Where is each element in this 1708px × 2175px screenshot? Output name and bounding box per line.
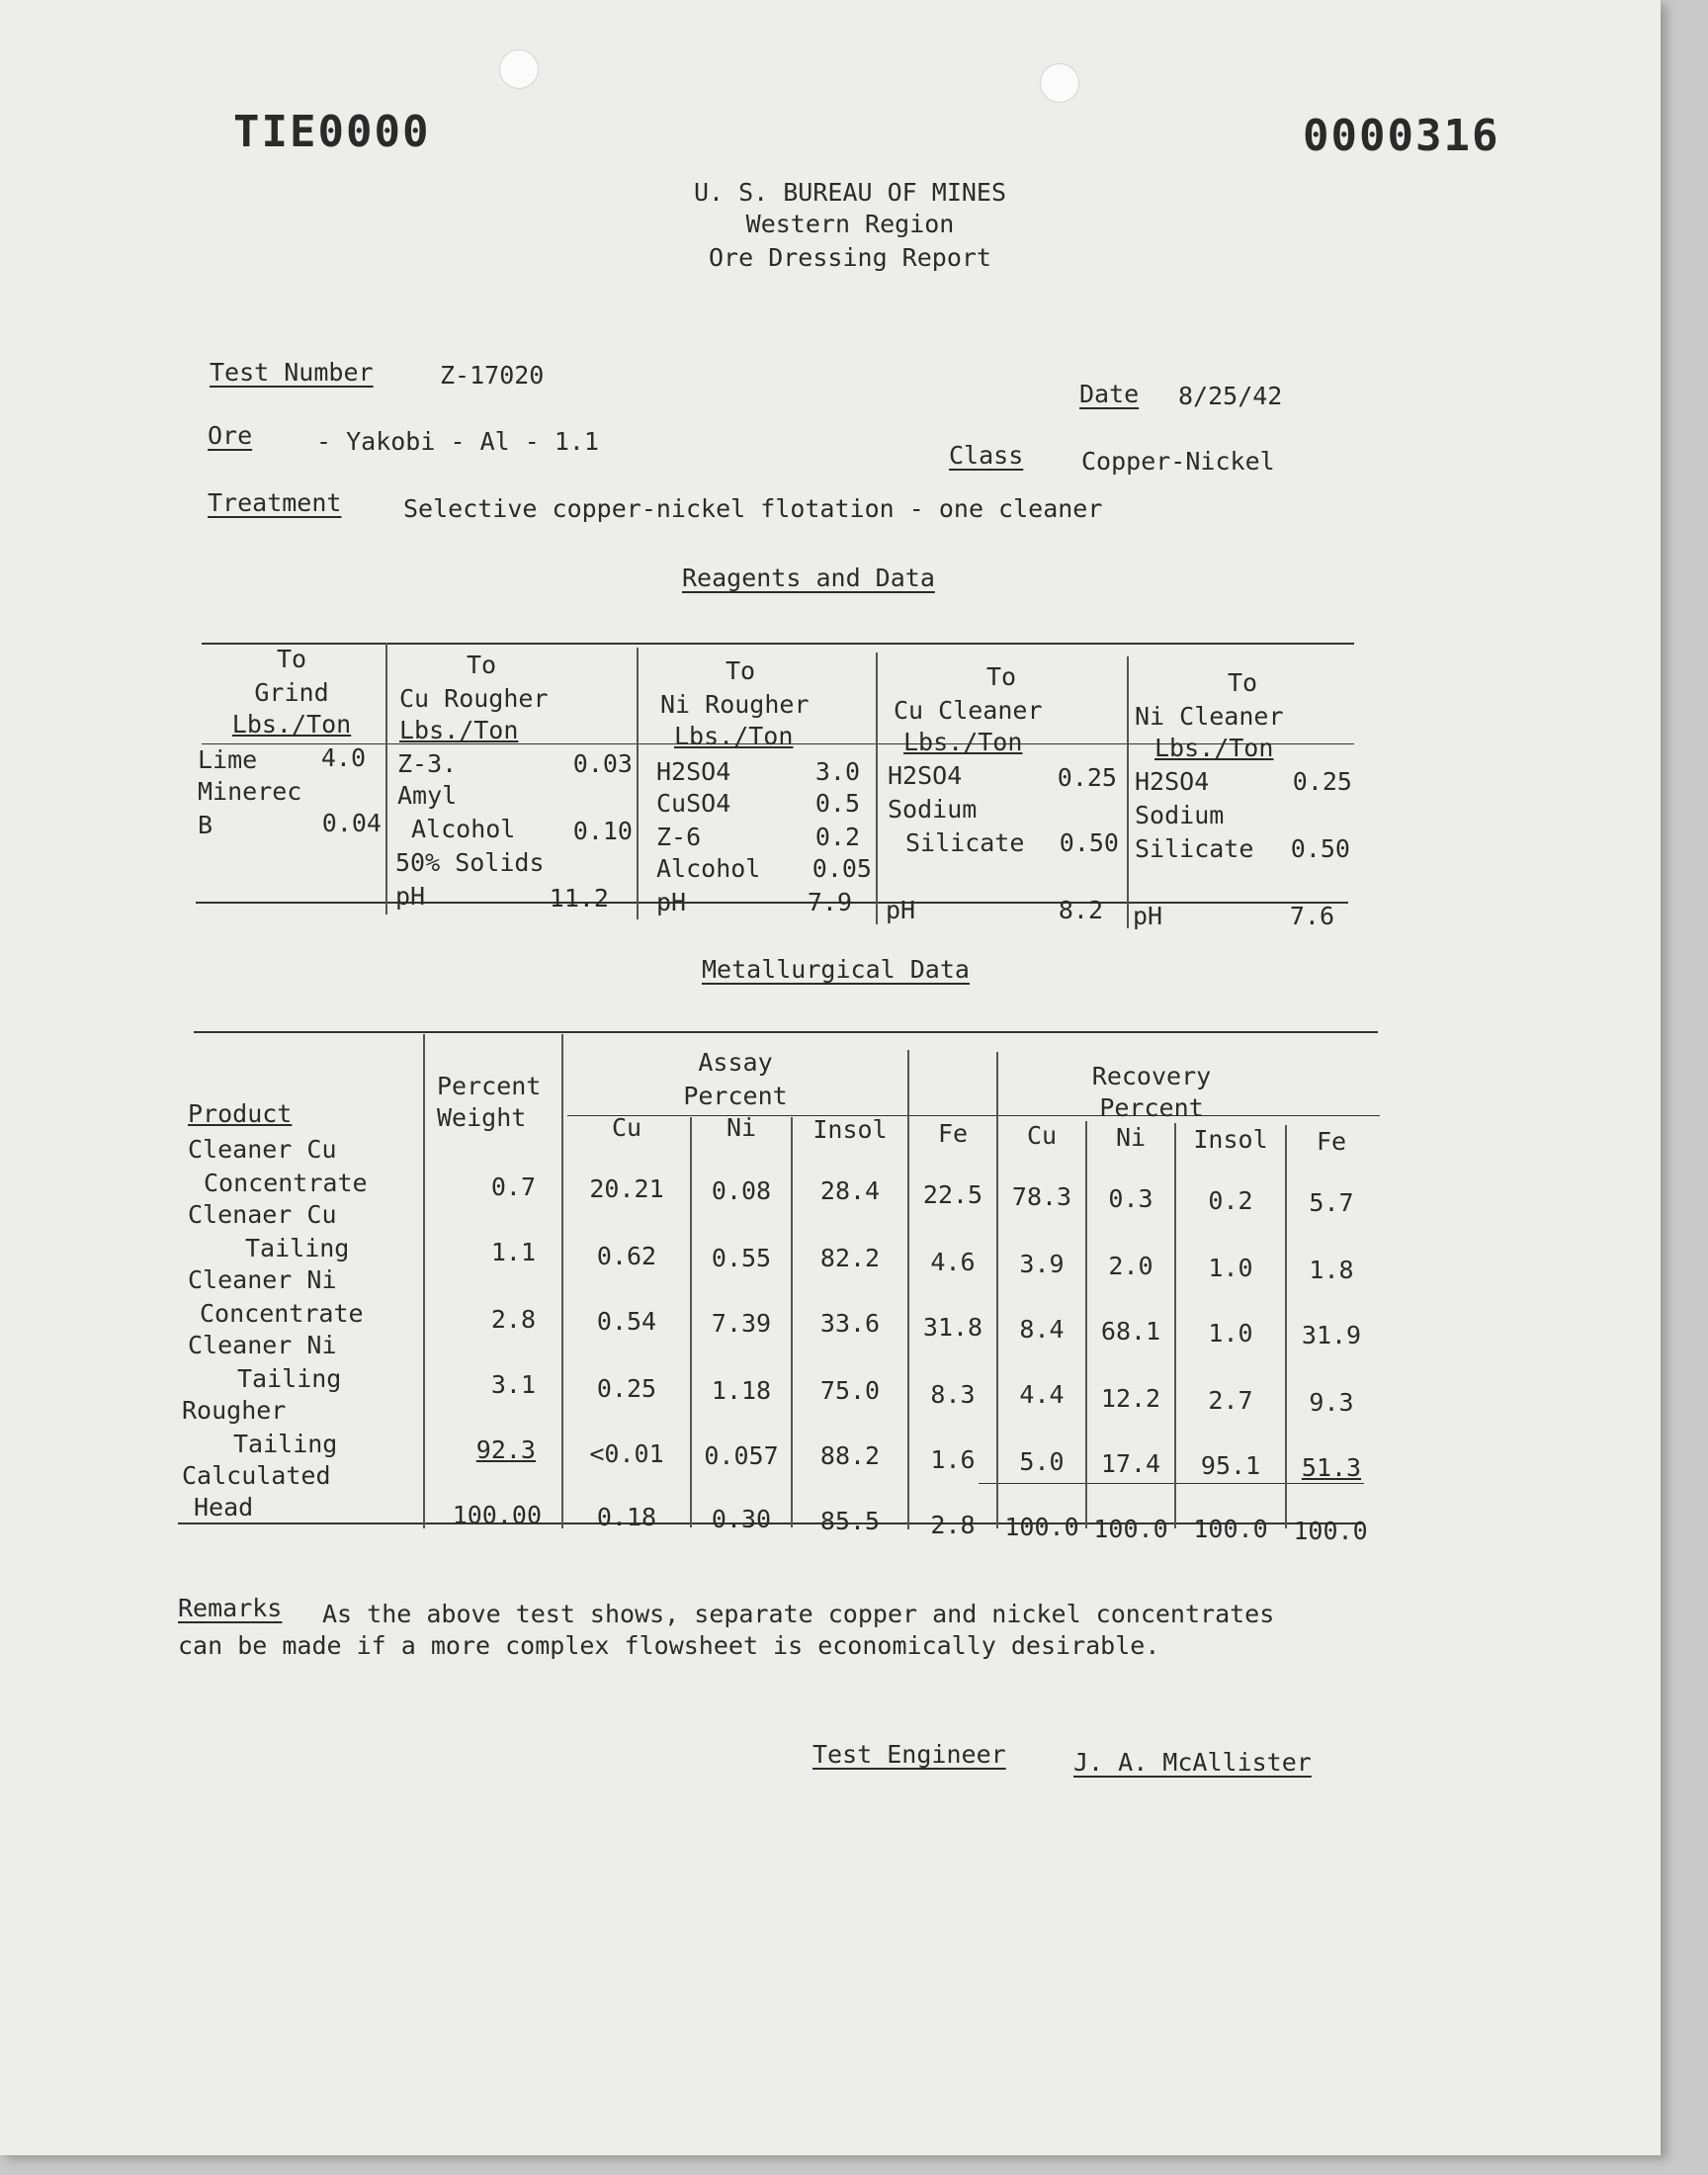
grind-reagent-value: 4.0 xyxy=(320,743,366,772)
reagents-divider-3 xyxy=(876,652,878,924)
punch-hole-right xyxy=(1040,63,1079,103)
nirougher-reagent-value: 0.05 xyxy=(811,854,872,883)
product-name-line2: Tailing xyxy=(233,1430,338,1458)
recovery-ni-cell: 2.0 xyxy=(1108,1252,1153,1280)
assay-fe-cell: 4.6 xyxy=(930,1248,976,1276)
recovery-insol-cell: 95.1 xyxy=(1200,1451,1261,1480)
metal-weight-header-1: Percent xyxy=(437,1072,542,1100)
assay-insol-cell: 75.0 xyxy=(819,1376,881,1405)
header-report-type: Ore Dressing Report xyxy=(709,243,991,272)
recovery-fe-cell: 31.9 xyxy=(1301,1321,1362,1349)
remarks-label: Remarks xyxy=(178,1594,283,1622)
assay-fe-cell: 22.5 xyxy=(922,1180,983,1209)
assay-insol-cell: 88.2 xyxy=(819,1441,881,1470)
curougher-reagent-value: 11.2 xyxy=(549,884,609,913)
recovery-insol-cell: 1.0 xyxy=(1208,1319,1253,1348)
metal-product-header: Product xyxy=(188,1099,293,1128)
reagent-col-nirougher-name: Ni Rougher xyxy=(660,690,810,719)
assay-cu-cell: 0.54 xyxy=(596,1307,657,1336)
nicleaner-reagent-name: Silicate xyxy=(1135,834,1254,863)
assay-ni-cell: 7.39 xyxy=(711,1309,772,1338)
reagent-col-cucleaner-unit: Lbs./Ton xyxy=(903,728,1023,756)
assay-insol-cell: 33.6 xyxy=(819,1309,881,1338)
recovery-cu-cell: 78.3 xyxy=(1011,1182,1072,1211)
remarks-line-2: can be made if a more complex flowsheet is economically desirable. xyxy=(178,1631,1160,1660)
curougher-reagent-name: 50% Solids xyxy=(395,848,545,877)
assay-ni-cell: 0.55 xyxy=(711,1244,772,1272)
percent-weight-cell: 3.1 xyxy=(490,1370,536,1399)
reagent-col-curougher-to: To xyxy=(466,651,497,679)
assay-ni-cell: 0.057 xyxy=(704,1441,779,1470)
reagents-title: Reagents and Data xyxy=(682,564,935,592)
grind-reagent-name: Lime xyxy=(198,745,258,774)
grind-reagent-name: Minerec xyxy=(198,777,302,806)
cucleaner-reagent-value: 8.2 xyxy=(1058,896,1103,924)
reagent-col-grind-to: To xyxy=(276,645,307,673)
assay-ni-cell: 1.18 xyxy=(711,1376,772,1405)
metal-recovery-col-ni: Ni xyxy=(1115,1123,1147,1152)
percent-weight-cell: 0.7 xyxy=(490,1173,536,1201)
grind-reagent-name: B xyxy=(198,811,214,839)
product-name-line2: Tailing xyxy=(245,1234,350,1262)
test-number-label: Test Number xyxy=(210,358,374,387)
metal-assay-col-insol: Insol xyxy=(812,1115,888,1144)
nicleaner-reagent-value: 0.50 xyxy=(1290,834,1350,863)
punch-hole-left xyxy=(499,49,539,89)
nirougher-reagent-name: CuSO4 xyxy=(656,789,731,818)
ore-value: - Yakobi - Al - 1.1 xyxy=(316,427,599,456)
reagents-divider-1 xyxy=(385,643,387,914)
class-value: Copper-Nickel xyxy=(1081,447,1275,476)
recovery-cu-cell: 8.4 xyxy=(1019,1315,1065,1344)
metal-divider-weight xyxy=(423,1034,425,1528)
reagent-col-nirougher-unit: Lbs./Ton xyxy=(674,722,794,750)
nirougher-reagent-value: 0.5 xyxy=(814,789,860,818)
assay-cu-cell: 0.62 xyxy=(596,1242,657,1270)
recovery-insol-cell: 100.0 xyxy=(1193,1515,1268,1543)
assay-cu-cell: <0.01 xyxy=(589,1439,664,1468)
test-engineer-label: Test Engineer xyxy=(812,1740,1006,1769)
reagent-col-grind-name: Grind xyxy=(254,678,329,707)
cucleaner-reagent-name: H2SO4 xyxy=(888,761,963,790)
nicleaner-reagent-value: 7.6 xyxy=(1289,902,1334,930)
nicleaner-reagent-name: Sodium xyxy=(1135,801,1225,829)
assay-insol-cell: 28.4 xyxy=(819,1176,881,1205)
curougher-reagent-value: 0.10 xyxy=(572,817,633,845)
reagents-divider-4 xyxy=(1127,656,1129,928)
product-name-line1: Cleaner Ni xyxy=(188,1265,337,1294)
cucleaner-reagent-value: 0.50 xyxy=(1059,828,1119,857)
assay-insol-cell: 85.5 xyxy=(819,1507,881,1535)
stamp-left: TIE0000 xyxy=(233,107,431,157)
nirougher-reagent-name: Alcohol xyxy=(656,854,761,883)
nirougher-reagent-value: 0.2 xyxy=(814,823,860,851)
metal-assay-header-2: Percent xyxy=(683,1082,788,1110)
assay-cu-cell: 0.18 xyxy=(596,1503,657,1531)
metal-weight-header-2: Weight xyxy=(437,1103,527,1132)
date-value: 8/25/42 xyxy=(1178,382,1283,410)
nirougher-reagent-value: 3.0 xyxy=(814,757,860,786)
metal-recovery-header-2: Percent xyxy=(1099,1093,1204,1122)
metal-recovery-col-insol: Insol xyxy=(1193,1125,1268,1154)
metal-recovery-col-cu: Cu xyxy=(1026,1121,1058,1150)
percent-weight-cell: 1.1 xyxy=(490,1238,536,1266)
header-region: Western Region xyxy=(745,210,955,238)
product-name-line1: Rougher xyxy=(182,1396,287,1425)
cucleaner-reagent-value: 0.25 xyxy=(1057,763,1117,792)
recovery-ni-cell: 0.3 xyxy=(1108,1184,1153,1213)
ore-label: Ore xyxy=(208,421,253,450)
cucleaner-reagent-name: pH xyxy=(886,896,916,924)
assay-insol-cell: 82.2 xyxy=(819,1244,881,1272)
assay-ni-cell: 0.08 xyxy=(711,1176,772,1205)
recovery-insol-cell: 1.0 xyxy=(1208,1254,1253,1282)
metallurgical-title: Metallurgical Data xyxy=(702,955,970,984)
recovery-insol-cell: 0.2 xyxy=(1208,1186,1253,1215)
nirougher-reagent-name: H2SO4 xyxy=(656,757,731,786)
test-number-value: Z-17020 xyxy=(440,361,545,390)
reagents-bottom-rule xyxy=(196,902,1348,904)
assay-fe-cell: 8.3 xyxy=(930,1380,976,1409)
reagent-col-curougher-unit: Lbs./Ton xyxy=(399,716,519,744)
recovery-fe-cell: 1.8 xyxy=(1309,1256,1354,1284)
nirougher-reagent-name: Z-6 xyxy=(656,823,702,851)
metal-assay-col-ni: Ni xyxy=(726,1113,757,1142)
recovery-cu-cell: 3.9 xyxy=(1019,1250,1065,1278)
product-name-line2: Head xyxy=(194,1493,254,1522)
nicleaner-reagent-value: 0.25 xyxy=(1292,767,1352,796)
product-name-line2: Concentrate xyxy=(200,1299,364,1328)
reagent-col-cucleaner-name: Cu Cleaner xyxy=(894,696,1043,725)
stamp-right: 0000316 xyxy=(1303,111,1500,161)
cucleaner-reagent-name: Sodium xyxy=(888,795,978,824)
assay-ni-cell: 0.30 xyxy=(711,1505,772,1533)
curougher-reagent-name: Z-3. xyxy=(397,749,458,778)
nicleaner-reagent-name: H2SO4 xyxy=(1135,767,1210,796)
treatment-label: Treatment xyxy=(208,488,342,517)
recovery-ni-cell: 100.0 xyxy=(1093,1515,1168,1543)
product-name-line1: Cleaner Cu xyxy=(188,1135,337,1164)
recovery-ni-cell: 12.2 xyxy=(1100,1384,1161,1413)
reagent-col-nicleaner-name: Ni Cleaner xyxy=(1135,702,1284,731)
curougher-reagent-name: pH xyxy=(395,882,426,911)
recovery-ni-cell: 17.4 xyxy=(1100,1449,1161,1478)
curougher-reagent-name: Alcohol xyxy=(411,815,516,843)
reagent-col-nirougher-to: To xyxy=(726,656,756,685)
date-label: Date xyxy=(1079,380,1140,408)
curougher-reagent-value: 0.03 xyxy=(572,749,633,778)
header-agency: U. S. BUREAU OF MINES xyxy=(693,178,1007,207)
recovery-fe-cell: 51.3 xyxy=(1301,1453,1362,1482)
recovery-fe-cell: 9.3 xyxy=(1309,1388,1354,1417)
nirougher-reagent-value: 7.9 xyxy=(807,888,852,916)
percent-weight-cell: 100.00 xyxy=(452,1501,542,1529)
recovery-cu-cell: 4.4 xyxy=(1019,1380,1065,1409)
percent-weight-cell: 2.8 xyxy=(490,1305,536,1334)
test-engineer-name: J. A. McAllister xyxy=(1073,1748,1312,1777)
assay-cu-cell: 20.21 xyxy=(589,1174,664,1203)
reagent-col-nicleaner-to: To xyxy=(1227,668,1258,697)
cucleaner-reagent-name: Silicate xyxy=(905,828,1025,857)
metal-top-rule xyxy=(194,1031,1378,1033)
curougher-reagent-name: Amyl xyxy=(397,781,458,810)
reagent-col-grind-unit: Lbs./Ton xyxy=(231,710,352,739)
assay-fe-cell: 1.6 xyxy=(930,1445,976,1474)
assay-cu-cell: 0.25 xyxy=(596,1374,657,1403)
recovery-fe-cell: 5.7 xyxy=(1309,1188,1354,1217)
recovery-cu-cell: 5.0 xyxy=(1019,1447,1065,1476)
assay-fe-cell: 31.8 xyxy=(922,1313,983,1342)
product-name-line2: Tailing xyxy=(237,1364,342,1393)
reagent-col-curougher-name: Cu Rougher xyxy=(399,684,549,713)
metal-recovery-sum-rule xyxy=(979,1483,1364,1484)
recovery-fe-cell: 100.0 xyxy=(1293,1517,1368,1545)
metal-assay-col-fe: Fe xyxy=(937,1119,969,1148)
product-name-line1: Clenaer Cu xyxy=(188,1200,337,1229)
metal-recovery-col-fe: Fe xyxy=(1316,1127,1347,1156)
remarks-line-1: As the above test shows, separate copper and nickel concentrates xyxy=(322,1600,1275,1628)
class-label: Class xyxy=(949,441,1024,470)
metal-assay-col-cu: Cu xyxy=(611,1113,642,1142)
product-name-line2: Concentrate xyxy=(204,1169,368,1197)
treatment-value: Selective copper-nickel flotation - one cleaner xyxy=(403,494,1103,523)
nirougher-reagent-name: pH xyxy=(656,888,687,916)
reagent-col-cucleaner-to: To xyxy=(985,662,1017,691)
recovery-ni-cell: 68.1 xyxy=(1100,1317,1161,1346)
reagent-col-nicleaner-unit: Lbs./Ton xyxy=(1154,734,1274,762)
metal-assay-header-1: Assay xyxy=(698,1048,773,1077)
product-name-line1: Calculated xyxy=(182,1461,331,1490)
assay-fe-cell: 2.8 xyxy=(930,1511,976,1539)
reagents-divider-2 xyxy=(637,648,639,919)
recovery-insol-cell: 2.7 xyxy=(1208,1386,1253,1415)
product-name-line1: Cleaner Ni xyxy=(188,1331,337,1359)
percent-weight-cell: 92.3 xyxy=(475,1436,536,1464)
metal-recovery-header-1: Recovery xyxy=(1091,1062,1212,1090)
recovery-cu-cell: 100.0 xyxy=(1004,1513,1079,1541)
grind-reagent-value: 0.04 xyxy=(321,809,382,837)
nicleaner-reagent-name: pH xyxy=(1133,902,1163,930)
